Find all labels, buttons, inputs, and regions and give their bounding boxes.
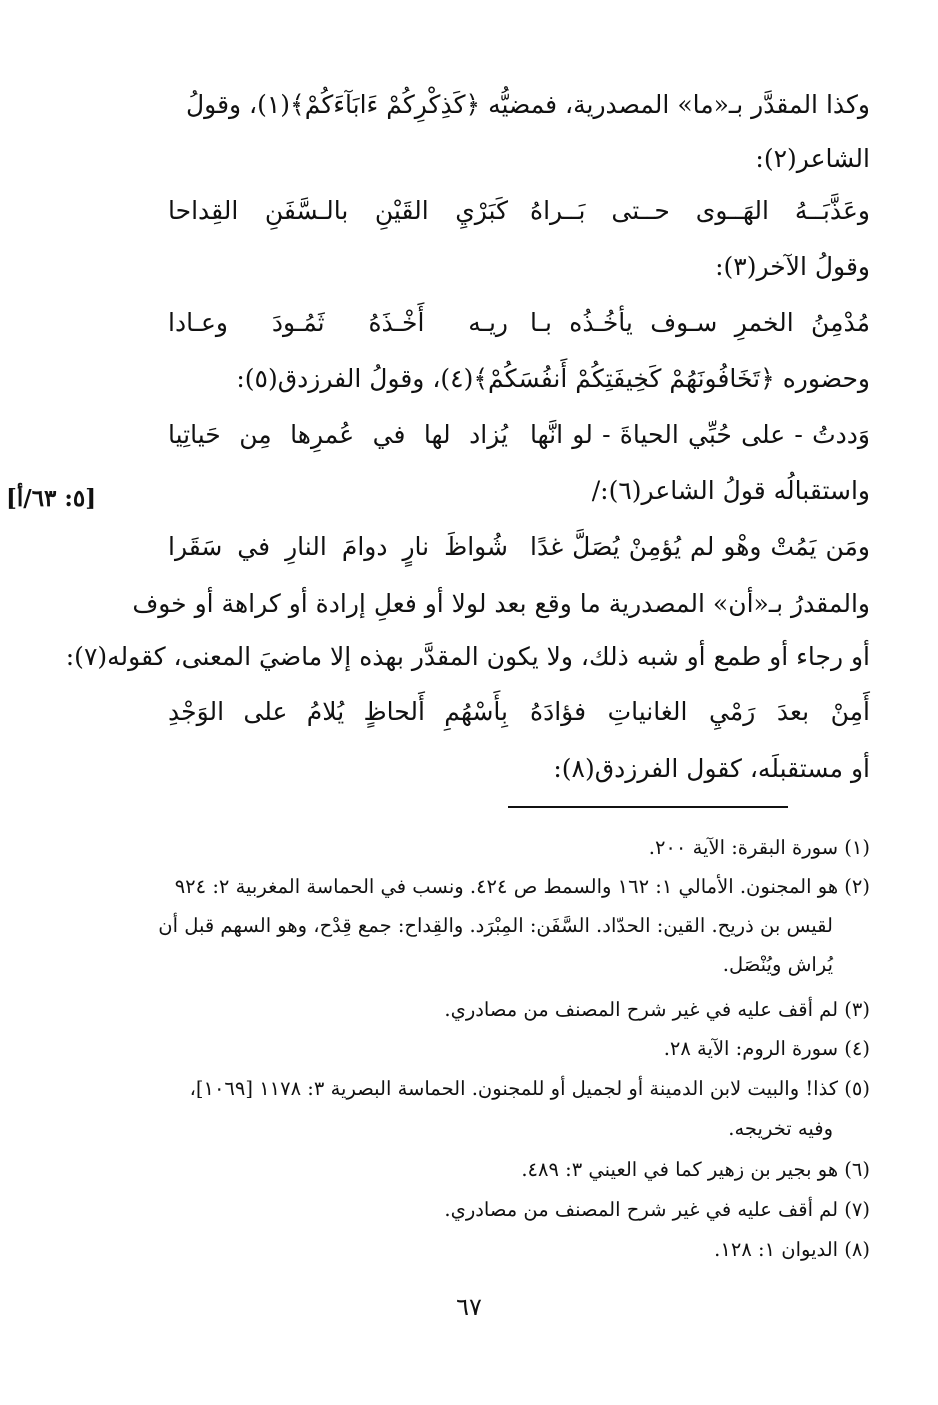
verse-3-first-hemistich: وَددتُ - على حُبِّي الحياةَ - لو انَّها <box>530 420 870 449</box>
body-line-1: وكذا المقدَّر بـ«ما» المصدرية، فمضيُّه ﴿كَذِكْرِكُمْ ءَابَآءَكُمْ﴾(١)، وقولُ <box>185 90 870 119</box>
verse-2-second-hemistich: ريـه أَخْـذَهُ ثَمُـودَ وعـادا <box>168 308 508 337</box>
body-line-7: أو رجاء أو طمع أو شبه ذلك، ولا يكون المقدَّر بهذه إلا ماضيَ المعنى، كقوله(٧): <box>65 642 870 671</box>
footnote-2-continued-2: يُراش ويُنْصَل. <box>722 953 833 976</box>
verse-1-second-hemistich: كَبَرْيِ القَيْنِ بالـسَّفَنِ القِداحا <box>168 196 508 225</box>
footnote-7: (٧) لم أقف عليه في غير شرح المصنف من مصادري. <box>444 1198 870 1221</box>
body-line-5: واستقبالُه قولُ الشاعر(٦):/ <box>591 476 870 505</box>
footnote-divider <box>508 806 788 808</box>
footnote-5-continued: وفيه تخريجه. <box>728 1117 833 1140</box>
margin-folio-note: [٥: ٦٣/أ] <box>6 485 97 512</box>
body-line-8: أو مستقبلَه، كقول الفرزدق(٨): <box>553 754 870 783</box>
footnote-2: (٢) هو المجنون. الأمالي ١: ١٦٢ والسمط ص ٤٢٤. ونسب في الحماسة المغربية ٢: ٩٢٤ <box>174 875 870 898</box>
verse-4-second-hemistich: شُواظَ نارٍ دوامَ النارِ في سَقَرا <box>168 532 508 561</box>
body-line-6: والمقدرُ بـ«أن» المصدرية ما وقع بعد لولا أو فعلِ إرادة أو كراهة أو خوف <box>132 589 870 618</box>
body-line-2: الشاعر(٢): <box>755 144 870 173</box>
footnote-5: (٥) كذا! والبيت لابن الدمينة أو لجميل أو للمجنون. الحماسة البصرية ٣: ١١٧٨ [١٠٦٩]، <box>189 1077 870 1100</box>
body-line-3: وقولُ الآخر(٣): <box>715 252 870 281</box>
footnote-2-continued: لقيس بن ذريح. القين: الحدّاد. السَّفَن: المِبْرَد. والقِداح: جمع قِدْح، وهو السهم قبل أن <box>158 914 833 937</box>
footnote-4: (٤) سورة الروم: الآية ٢٨. <box>663 1037 870 1060</box>
footnote-6: (٦) هو بجير بن زهير كما في العيني ٣: ٤٨٩. <box>521 1158 870 1181</box>
verse-4-first-hemistich: ومَن يَمُتْ وهْو لم يُؤمِنْ يُصَلَّ غدًا <box>530 532 870 561</box>
page-number: ٦٧ <box>456 1293 482 1321</box>
body-line-4: وحضوره ﴿تَخَافُونَهُمْ كَخِيفَتِكُمْ أَنفُسَكُمْ﴾(٤)، وقولُ الفرزدق(٥): <box>236 364 870 393</box>
verse-5-second-hemistich: بِأَسْهُمِ أَلحاظٍ يُلامُ على الوَجْدِ <box>168 697 508 726</box>
verse-5-first-hemistich: أَمِنْ بعدَ رَمْيِ الغانياتِ فؤادَهُ <box>530 697 870 726</box>
verse-2-first-hemistich: مُدْمِنُ الخمرِ سـوف يأخُـذُه بـا <box>530 308 870 337</box>
verse-3-second-hemistich: يُزاد لها في عُمرِها مِن حَياتِيا <box>168 420 508 449</box>
verse-1-first-hemistich: وعَذَّبَــهُ الهَــوى حــتى بَــراهُ <box>530 196 870 225</box>
footnote-3: (٣) لم أقف عليه في غير شرح المصنف من مصادري. <box>444 998 870 1021</box>
footnote-8: (٨) الديوان ١: ١٢٨. <box>714 1238 870 1261</box>
footnote-1: (١) سورة البقرة: الآية ٢٠٠. <box>648 836 870 859</box>
